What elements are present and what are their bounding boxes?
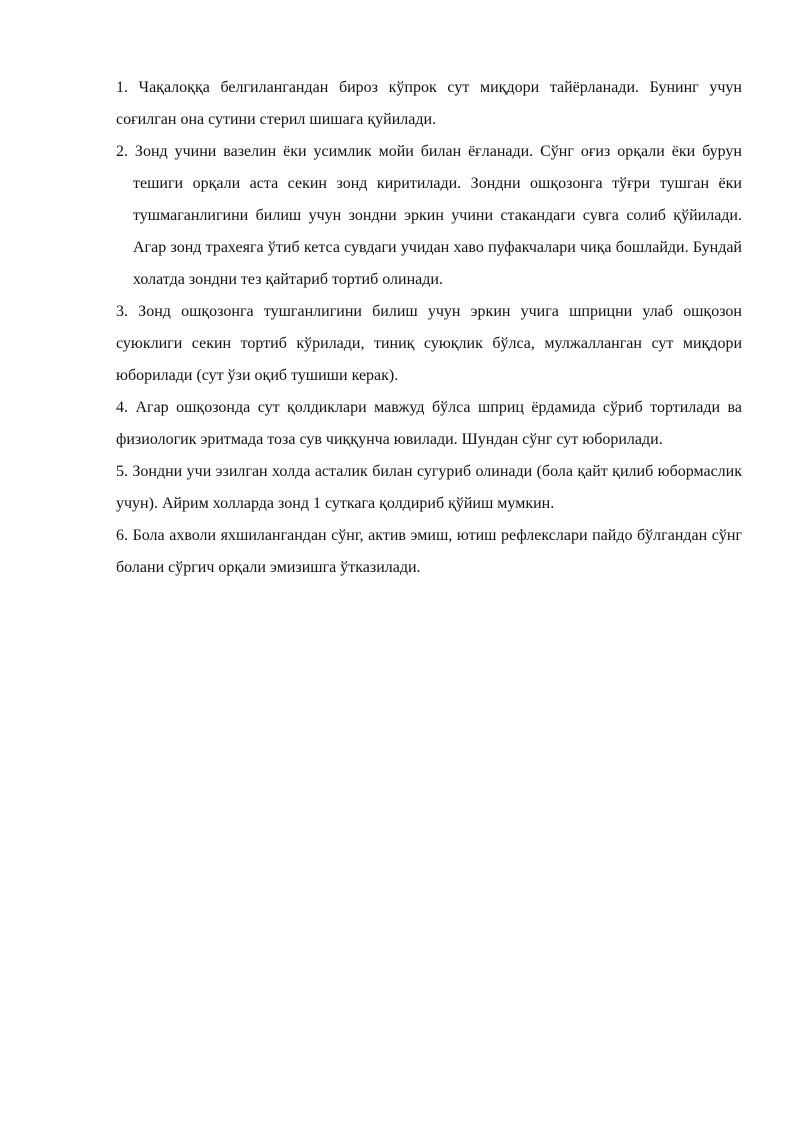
- paragraph-2: 2. Зонд учини вазелин ёки усимлик мойи билан ёғланади. Сўнг оғиз орқали ёки бурун тешиги орқали аста секин зонд киритилади. Зондни ошқозонга тўғри тушган ёки тушмаганлигини билиш учун зондни эркин учини стакандаги сувга солиб қўйилади. Агар зонд трахеяга ўтиб кетса сувдаги учидан хаво пуфакчалари чиқа бошлайди. Бундай холатда зондни тез қайтариб тортиб олинади.: [116, 143, 742, 288]
- paragraph-4: 4. Агар ошқозонда сут қолдиклари мавжуд бўлса шприц ёрдамида сўриб тортилади ва физиологик эритмада тоза сув чиққунча ювилади. Шундан сўнг сут юборилади.: [116, 399, 742, 448]
- paragraph-3: 3. Зонд ошқозонга тушганлигини билиш учун эркин учига шприцни улаб ошқозон суюклиги секин тортиб кўрилади, тиниқ суюқлик бўлса, мулжалланган сут миқдори юборилади (сут ўзи оқиб тушиши керак).: [116, 303, 742, 384]
- paragraph-5: 5. Зондни учи эзилган холда асталик билан сугуриб олинади (бола қайт қилиб юбормаслик учун). Айрим холларда зонд 1 суткага қолдириб қўйиш мумкин.: [116, 463, 742, 512]
- paragraph-1: 1. Чақалоққа белгилангандан бироз кўпрок сут миқдори тайёрланади. Бунинг учун соғилган она сутини стерил шишага қуйилади.: [116, 79, 742, 128]
- paragraph-6: 6. Бола ахволи яхшилангандан сўнг, актив эмиш, ютиш рефлекслари пайдо бўлгандан сўнг болани сўргич орқали эмизишга ўтказилади.: [116, 527, 742, 576]
- document-body: [116, 72, 742, 584]
